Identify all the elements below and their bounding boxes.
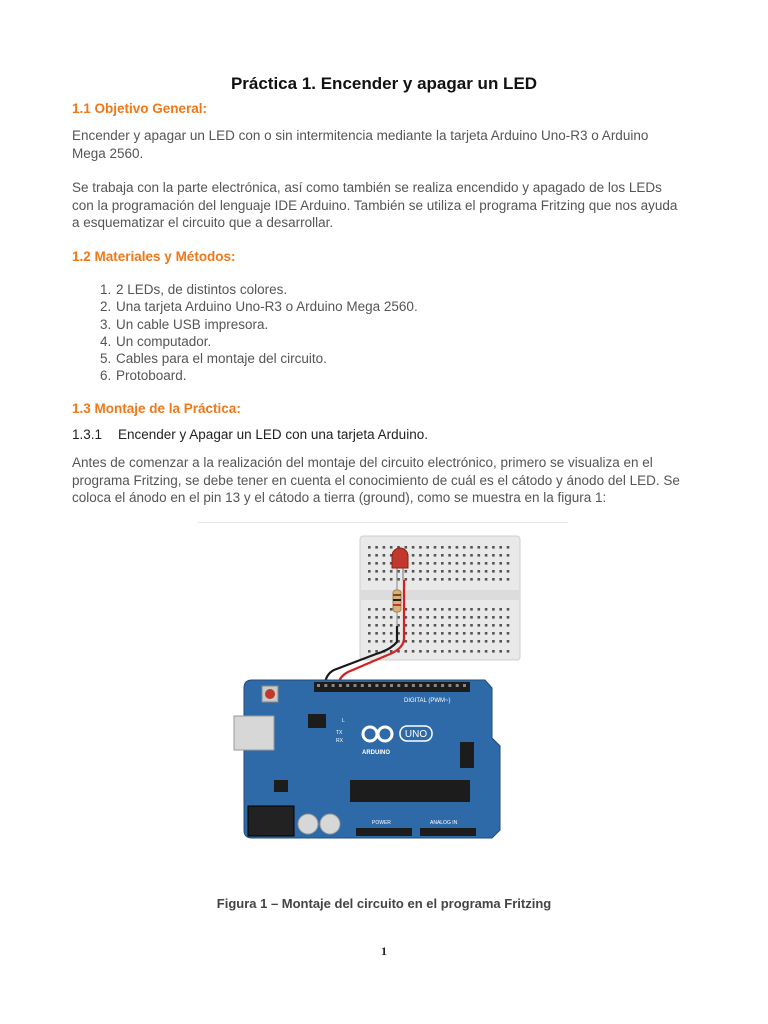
breadboard-hole (375, 546, 378, 549)
breadboard-hole (419, 640, 422, 643)
breadboard-hole (492, 624, 495, 627)
fritzing-figure (230, 530, 530, 860)
breadboard-hole (463, 570, 466, 573)
breadboard-hole (478, 640, 481, 643)
breadboard-hole (470, 554, 473, 557)
breadboard-hole (383, 570, 386, 573)
breadboard-hole (375, 616, 378, 619)
list-text: Una tarjeta Arduino Uno-R3 o Arduino Mega 2560. (116, 299, 418, 315)
breadboard-hole (448, 554, 451, 557)
breadboard-hole (434, 616, 437, 619)
l-label: L (342, 718, 345, 724)
breadboard-hole (375, 624, 378, 627)
power-label: POWER (372, 820, 391, 826)
breadboard-hole (507, 632, 510, 635)
breadboard-hole (441, 650, 444, 653)
breadboard-hole (507, 562, 510, 565)
breadboard-hole (412, 640, 415, 643)
page-number: 1 (381, 944, 387, 958)
breadboard-hole (478, 546, 481, 549)
breadboard-hole (456, 578, 459, 581)
breadboard-hole (463, 578, 466, 581)
breadboard-hole (383, 632, 386, 635)
paragraph-objetivo-2 (72, 179, 702, 232)
breadboard-hole (426, 640, 429, 643)
breadboard-hole (507, 578, 510, 581)
text-line: con la programación del lenguaje IDE Arduino. También se utiliza el programa Fritzing que nos ayuda (72, 197, 678, 213)
breadboard-hole (463, 608, 466, 611)
usb-port (234, 716, 274, 750)
text-line: a esquematizar el circuito que a desarrollar. (72, 215, 334, 230)
breadboard-hole (426, 562, 429, 565)
breadboard-hole (412, 554, 415, 557)
breadboard-hole (456, 570, 459, 573)
list-text: 2 LEDs, de distintos colores. (116, 282, 288, 297)
breadboard-hole (463, 650, 466, 653)
text-line: Mega 2560. (72, 145, 144, 161)
subsection-text: Encender y Apagar un LED con una tarjeta Arduino. (118, 427, 428, 442)
breadboard-hole (492, 578, 495, 581)
breadboard-hole (478, 616, 481, 619)
breadboard-hole (441, 616, 444, 619)
breadboard-hole (434, 608, 437, 611)
breadboard-hole (485, 624, 488, 627)
breadboard-hole (434, 546, 437, 549)
breadboard-hole (470, 640, 473, 643)
list-item (72, 316, 418, 333)
breadboard-hole (419, 632, 422, 635)
breadboard-hole (456, 608, 459, 611)
breadboard-hole (375, 570, 378, 573)
breadboard-hole (456, 616, 459, 619)
reset-button (265, 689, 275, 699)
header-pin (361, 684, 364, 687)
list-item (72, 281, 418, 298)
breadboard-hole (405, 546, 408, 549)
breadboard-hole (434, 570, 437, 573)
breadboard-hole (485, 570, 488, 573)
breadboard-hole (485, 650, 488, 653)
breadboard-hole (419, 562, 422, 565)
list-item (72, 333, 418, 350)
breadboard (360, 536, 520, 660)
breadboard-hole (492, 554, 495, 557)
breadboard-hole (368, 650, 371, 653)
subsection-heading (72, 427, 428, 442)
breadboard-hole (368, 632, 371, 635)
breadboard-hole (390, 640, 393, 643)
paragraph-objetivo-1 (72, 127, 702, 162)
breadboard-hole (412, 562, 415, 565)
breadboard-hole (485, 632, 488, 635)
breadboard-hole (463, 624, 466, 627)
breadboard-hole (463, 632, 466, 635)
breadboard-hole (456, 624, 459, 627)
list-item (72, 298, 418, 315)
breadboard-hole (499, 562, 502, 565)
breadboard-hole (383, 562, 386, 565)
breadboard-hole (390, 616, 393, 619)
header-pin (375, 684, 378, 687)
breadboard-hole (499, 570, 502, 573)
header-pin (434, 684, 437, 687)
breadboard-hole (419, 616, 422, 619)
breadboard-hole (434, 562, 437, 565)
breadboard-hole (499, 624, 502, 627)
breadboard-hole (375, 554, 378, 557)
breadboard-hole (448, 640, 451, 643)
breadboard-hole (419, 578, 422, 581)
breadboard-hole (368, 616, 371, 619)
breadboard-hole (426, 578, 429, 581)
digital-pins (317, 684, 466, 687)
figure-divider (198, 522, 568, 523)
list-text: Un computador. (116, 333, 212, 349)
tx-label: TX (336, 730, 343, 736)
breadboard-hole (470, 632, 473, 635)
breadboard-hole (426, 570, 429, 573)
breadboard-hole (485, 578, 488, 581)
breadboard-hole (499, 578, 502, 581)
header-pin (317, 684, 320, 687)
breadboard-hole (499, 546, 502, 549)
breadboard-hole (412, 624, 415, 627)
breadboard-hole (441, 578, 444, 581)
breadboard-hole (499, 554, 502, 557)
breadboard-hole (470, 570, 473, 573)
header-pin (412, 684, 415, 687)
breadboard-hole (448, 562, 451, 565)
breadboard-hole (470, 562, 473, 565)
breadboard-hole (405, 650, 408, 653)
breadboard-hole (448, 608, 451, 611)
breadboard-hole (499, 650, 502, 653)
section-heading-montaje: 1.3 Montaje de la Práctica: (72, 401, 241, 416)
list-item (72, 367, 418, 384)
breadboard-hole (390, 570, 393, 573)
breadboard-hole (485, 562, 488, 565)
breadboard-hole (485, 554, 488, 557)
breadboard-hole (412, 570, 415, 573)
breadboard-hole (426, 546, 429, 549)
model-label: UNO (404, 729, 428, 740)
header-pin (383, 684, 386, 687)
breadboard-hole (492, 546, 495, 549)
breadboard-hole (492, 640, 495, 643)
breadboard-hole (412, 632, 415, 635)
section-heading-objetivo: 1.1 Objetivo General: (72, 101, 208, 116)
breadboard-hole (419, 624, 422, 627)
breadboard-hole (434, 624, 437, 627)
breadboard-hole (492, 650, 495, 653)
breadboard-hole (456, 632, 459, 635)
breadboard-hole (485, 616, 488, 619)
breadboard-hole (499, 640, 502, 643)
breadboard-hole (470, 578, 473, 581)
breadboard-hole (390, 546, 393, 549)
breadboard-hole (434, 650, 437, 653)
text-line: coloca el ánodo en el pin 13 y el cátodo a tierra (ground), como se muestra en la figura 1: (72, 490, 607, 505)
breadboard-hole (485, 640, 488, 643)
header-pin (397, 684, 400, 687)
breadboard-hole (492, 608, 495, 611)
breadboard-hole (478, 562, 481, 565)
breadboard-hole (426, 554, 429, 557)
breadboard-hole (492, 616, 495, 619)
breadboard-hole (383, 578, 386, 581)
breadboard-hole (478, 624, 481, 627)
breadboard-hole (492, 562, 495, 565)
breadboard-hole (507, 650, 510, 653)
breadboard-hole (441, 562, 444, 565)
breadboard-hole (470, 608, 473, 611)
breadboard-hole (412, 616, 415, 619)
breadboard-hole (485, 546, 488, 549)
text-line: programa Fritzing, se debe tener en cuenta el conocimiento de cuál es el cátodo y ánodo del LED. Se (72, 472, 680, 488)
breadboard-hole (499, 632, 502, 635)
list-text: Protoboard. (116, 368, 187, 384)
list-number: 5. (100, 351, 112, 367)
breadboard-hole (485, 608, 488, 611)
breadboard-hole (375, 650, 378, 653)
breadboard-hole (441, 570, 444, 573)
breadboard-hole (499, 616, 502, 619)
breadboard-hole (441, 624, 444, 627)
rx-label: RX (336, 738, 343, 744)
breadboard-hole (448, 616, 451, 619)
breadboard-hole (470, 624, 473, 627)
breadboard-hole (375, 640, 378, 643)
breadboard-hole (492, 632, 495, 635)
header-pin (427, 684, 430, 687)
breadboard-hole (456, 650, 459, 653)
breadboard-hole (383, 554, 386, 557)
breadboard-hole (383, 640, 386, 643)
breadboard-hole (448, 632, 451, 635)
breadboard-hole (478, 570, 481, 573)
breadboard-hole (441, 640, 444, 643)
breadboard-hole (507, 570, 510, 573)
breadboard-hole (383, 624, 386, 627)
power-jack (248, 806, 294, 836)
breadboard-hole (375, 578, 378, 581)
breadboard-hole (463, 562, 466, 565)
breadboard-hole (426, 632, 429, 635)
breadboard-hole (368, 562, 371, 565)
breadboard-hole (507, 616, 510, 619)
breadboard-hole (368, 640, 371, 643)
header-pin (419, 684, 422, 687)
header-pin (390, 684, 393, 687)
text-line: Encender y apagar un LED con o sin intermitencia mediante la tarjeta Arduino Uno-R3 o Arduino (72, 128, 649, 143)
list-item (72, 350, 418, 367)
breadboard-hole (390, 632, 393, 635)
header-pin (332, 684, 335, 687)
breadboard-hole (448, 578, 451, 581)
breadboard-hole (419, 608, 422, 611)
breadboard-hole (441, 546, 444, 549)
breadboard-hole (375, 608, 378, 611)
list-text: Un cable USB impresora. (116, 316, 269, 332)
header-pin (324, 684, 327, 687)
breadboard-hole (456, 546, 459, 549)
analog-label: ANALOG IN (430, 820, 458, 826)
materials-list (72, 281, 418, 385)
breadboard-hole (368, 608, 371, 611)
breadboard-hole (456, 554, 459, 557)
breadboard-hole (478, 650, 481, 653)
breadboard-hole (434, 578, 437, 581)
header-pin (346, 684, 349, 687)
breadboard-hole (478, 578, 481, 581)
breadboard-hole (507, 554, 510, 557)
breadboard-hole (441, 632, 444, 635)
breadboard-hole (507, 640, 510, 643)
breadboard-hole (383, 546, 386, 549)
breadboard-hole (507, 624, 510, 627)
breadboard-hole (463, 616, 466, 619)
breadboard-hole (478, 554, 481, 557)
list-number: 1. (100, 282, 112, 297)
breadboard-hole (507, 608, 510, 611)
breadboard-hole (412, 546, 415, 549)
breadboard-hole (478, 632, 481, 635)
breadboard-hole (426, 616, 429, 619)
breadboard-hole (499, 608, 502, 611)
breadboard-hole (412, 578, 415, 581)
breadboard-hole (470, 616, 473, 619)
list-number: 6. (100, 368, 112, 384)
breadboard-hole (463, 554, 466, 557)
header-pin (463, 684, 466, 687)
list-text: Cables para el montaje del circuito. (116, 351, 327, 367)
figure-caption: Figura 1 – Montaje del circuito en el programa Fritzing (216, 896, 552, 911)
breadboard-hole (412, 608, 415, 611)
digital-label: DIGITAL (PWM~) (404, 698, 451, 704)
breadboard-hole (441, 554, 444, 557)
breadboard-hole (375, 632, 378, 635)
microcontroller-chip (350, 780, 470, 802)
header-pin (405, 684, 408, 687)
breadboard-hole (390, 624, 393, 627)
breadboard-hole (426, 608, 429, 611)
breadboard-hole (448, 650, 451, 653)
page-title: Práctica 1. Encender y apagar un LED (230, 74, 538, 93)
header-pin (456, 684, 459, 687)
breadboard-hole (470, 650, 473, 653)
breadboard-hole (419, 546, 422, 549)
header-pin (354, 684, 357, 687)
breadboard-hole (368, 578, 371, 581)
list-number: 2. (100, 299, 112, 315)
breadboard-hole (405, 570, 408, 573)
breadboard-hole (368, 624, 371, 627)
breadboard-hole (463, 546, 466, 549)
breadboard-hole (383, 616, 386, 619)
subsection-number: 1.3.1 (72, 427, 103, 442)
breadboard-hole (434, 632, 437, 635)
breadboard-hole (368, 570, 371, 573)
breadboard-hole (419, 554, 422, 557)
breadboard-hole (456, 640, 459, 643)
breadboard-hole (434, 554, 437, 557)
breadboard-hole (456, 562, 459, 565)
header-pin (448, 684, 451, 687)
arduino-board (234, 680, 500, 838)
list-number: 4. (100, 333, 112, 349)
breadboard-hole (368, 554, 371, 557)
breadboard-hole (390, 608, 393, 611)
breadboard-hole (470, 546, 473, 549)
breadboard-hole (419, 650, 422, 653)
section-heading-materiales: 1.2 Materiales y Métodos: (72, 249, 236, 264)
breadboard-hole (426, 650, 429, 653)
paragraph-montaje (72, 454, 702, 507)
breadboard-hole (441, 608, 444, 611)
brand-label: ARDUINO (362, 750, 390, 756)
list-number: 3. (100, 316, 112, 332)
breadboard-hole (390, 578, 393, 581)
header-pin (441, 684, 444, 687)
text-line: Antes de comenzar a la realización del montaje del circuito electrónico, primero se visualiza en el (72, 455, 653, 470)
breadboard-hole (368, 546, 371, 549)
breadboard-hole (375, 562, 378, 565)
breadboard-hole (463, 640, 466, 643)
breadboard-hole (478, 608, 481, 611)
breadboard-hole (426, 624, 429, 627)
breadboard-hole (507, 546, 510, 549)
header-pin (368, 684, 371, 687)
breadboard-hole (448, 546, 451, 549)
breadboard-hole (492, 570, 495, 573)
breadboard-hole (419, 570, 422, 573)
breadboard-hole (383, 608, 386, 611)
breadboard-hole (412, 650, 415, 653)
breadboard-hole (448, 570, 451, 573)
breadboard-hole (448, 624, 451, 627)
text-line: Se trabaja con la parte electrónica, así como también se realiza encendido y apagado de los LEDs (72, 180, 662, 195)
header-pin (339, 684, 342, 687)
breadboard-hole (434, 640, 437, 643)
